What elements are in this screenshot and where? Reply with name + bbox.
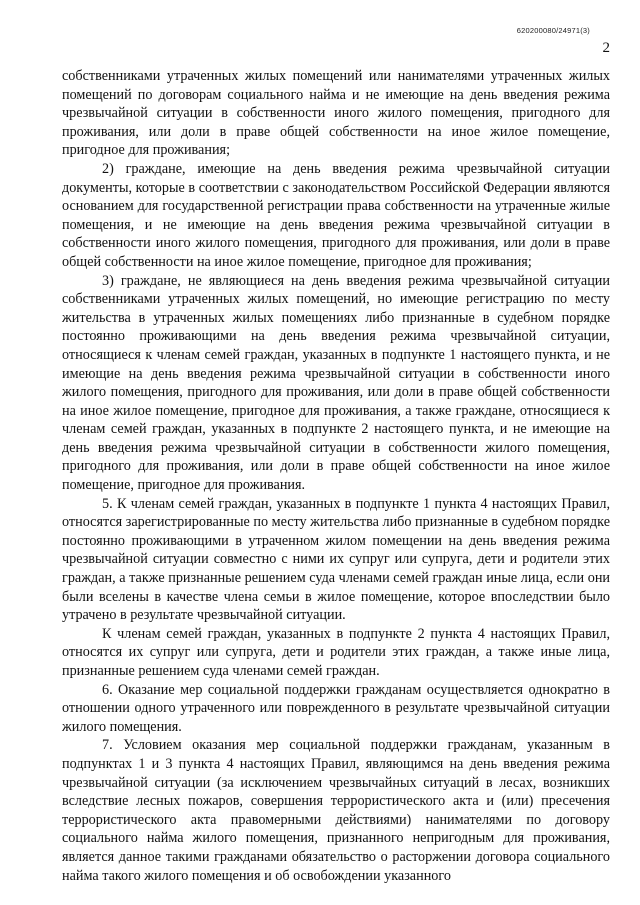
paragraph-clause-6: 6. Оказание мер социальной поддержки гражданам осуществляется однократно в отношении одного утраченного или поврежденного в результате чрезвычайной ситуации жилого помещения. <box>62 681 610 735</box>
paragraph-continuation: собственниками утраченных жилых помещений или нанимателями утраченных жилых помещений по договорам социального найма и не имеющие на день введения режима чрезвычайной ситуации в собственности иного жилого помещения, пригодного для проживания, или доли в праве общей собственности на иное жилое помещение, пригодное для проживания; <box>62 68 610 159</box>
paragraph-item-3: 3) граждане, не являющиеся на день введения режима чрезвычайной ситуации собственниками утраченных жилых помещений, но имеющие регистрацию по месту жительства в утраченных жилых помещениях либо признанные в судебном порядке постоянно проживающими на день введения режима чрезвычайной ситуации, относящиеся к членам семей граждан, указанных в подпункте 1 настоящего пункта, и не имеющие на день введения режима чрезвычайной ситуации в собственности иного жилого помещения, пригодного для проживания, или доли в праве общей собственности на иное жилое помещение, пригодное для проживания, а также граждане, относящиеся к членам семей граждан, указанных в подпункте 2 настоящего пункта, и не имеющие на день введения режима чрезвычайной ситуации в собственности жилого помещения, пригодного для проживания, или доли в праве общей собственности на иное жилое помещение, пригодное для проживания. <box>62 272 610 494</box>
document-code: 620200080/24971(3) <box>516 26 590 35</box>
paragraph-clause-5: 5. К членам семей граждан, указанных в подпункте 1 пункта 4 настоящих Правил, относятся зарегистрированные по месту жительства либо признанные в судебном порядке постоянно проживающими в утраченном жилом помещении на день введения режима чрезвычайной ситуации совместно с ними их супруг или супруга, дети и родители этих граждан, а также признанные решением суда членами семей граждан иные лица, если они были вселены в качестве члена семьи в жилое помещение, которое впоследствии было утрачено в результате чрезвычайной ситуации. <box>62 495 610 624</box>
paragraph-clause-5-family: К членам семей граждан, указанных в подпункте 2 пункта 4 настоящих Правил, относятся их супруг или супруга, дети и родители этих граждан, а также иные лица, признанные решением суда членами семей граждан. <box>62 625 610 679</box>
page-number: 2 <box>602 40 610 56</box>
paragraph-clause-7: 7. Условием оказания мер социальной поддержки гражданам, указанным в подпунктах 1 и 3 пункта 4 настоящих Правил, являющимся на день введения режима чрезвычайной ситуации (за исключением чрезвычайных ситуаций в лесах, возникших вследствие лесных пожаров, совершения террористического акта и (или) пресечения террористического акта правомерными действиями) нанимателями по договору социального найма жилого помещения, признанного непригодным для проживания, является данное такими гражданами обязательство о расторжении договора социального найма такого жилого помещения и об освобождении указанного <box>62 737 610 884</box>
paragraph-item-2: 2) граждане, имеющие на день введения режима чрезвычайной ситуации документы, которые в соответствии с законодательством Российской Федерации являются основанием для государственной регистрации права собственности на утраченные жилые помещения, и не имеющие на день введения режима чрезвычайной ситуации в собственности иного жилого помещения, пригодного для проживания, или доли в праве общей собственности на иное жилое помещение, пригодное для проживания; <box>62 160 610 270</box>
document-body <box>62 67 610 885</box>
